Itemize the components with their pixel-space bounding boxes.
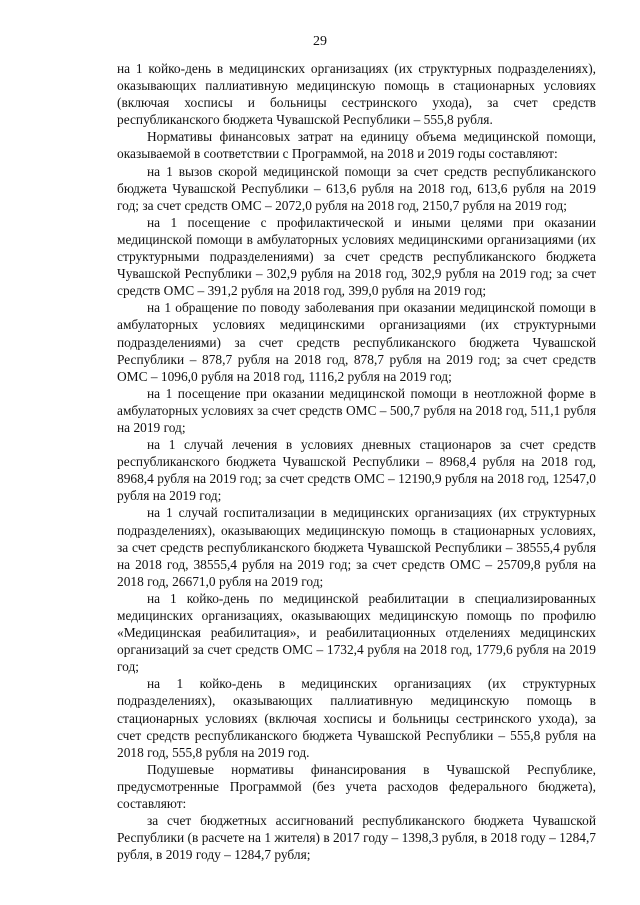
page-number: 29 [313,34,327,49]
paragraph: на 1 случай лечения в условиях дневных стационаров за счет средств республиканского бюджета Чувашской Республики – 8968,4 рубля на 2018 год, 8968,4 рубля на 2019 год; за счет средств ОМС – 12190,9 рубля на 2018 год, 12547,0 рубля на 2019 год; [117,437,596,504]
paragraph: Подушевые нормативы финансирования в Чувашской Республике, предусмотренные Программой (без учета расходов федерального бюджета), составляют: [117,761,596,812]
paragraph: на 1 койко-день в медицинских организациях (их структурных подразделениях), оказывающих паллиативную медицинскую помощь в стационарных условиях (включая хосписы и больницы сестринского ухода), за счет средств республиканского бюджета Чувашской Республики – 555,8 рубля на 2018 год, 555,8 рубля на 2019 год. [117,676,596,760]
paragraph: за счет бюджетных ассигнований республиканского бюджета Чувашской Республики (в расчете на 1 жителя) в 2017 году – 1398,3 рубля, в 2018 году – 1284,7 рубля, в 2019 году – 1284,7 рубля; [117,813,596,863]
paragraph: на 1 случай госпитализации в медицинских организациях (их структурных подразделениях), оказывающих медицинскую помощь в стационарных условиях, за счет средств республиканского бюджета Чувашской Республики – 38555,4 рубля на 2018 год, 38555,4 рубля на 2019 год; за счет средств ОМС – 25709,8 рубля на 2018 год, 26671,0 рубля на 2019 год; [117,505,596,589]
paragraph: на 1 вызов скорой медицинской помощи за счет средств республиканского бюджета Чувашской Республики – 613,6 рубля на 2018 год, 613,6 рубля на 2019 год; за счет средств ОМС – 2072,0 рубля на 2018 год, 2150,7 рубля на 2019 год; [117,163,596,213]
paragraph: на 1 посещение при оказании медицинской помощи в неотложной форме в амбулаторных условиях за счет средств ОМС – 500,7 рубля на 2018 год, 511,1 рубля на 2019 год; [117,385,596,435]
document-body [117,60,596,863]
paragraph: на 1 койко-день по медицинской реабилитации в специализированных медицинских организациях, оказывающих медицинскую помощь по профилю «Медицинская реабилитация», и реабилитационных отделениях медицинских организаций за счет средств ОМС – 1732,4 рубля на 2018 год, 1779,6 рубля на 2019 год; [117,590,596,675]
paragraph: на 1 обращение по поводу заболевания при оказании медицинской помощи в амбулаторных условиях медицинскими организациями (их структурными подразделениями) за счет средств республиканского бюджета Чувашской Республики – 878,7 рубля на 2018 год, 878,7 рубля на 2019 год; за счет средств ОМС – 1096,0 рубля на 2018 год, 1116,2 рубля на 2019 год; [117,300,596,384]
paragraph: на 1 посещение с профилактической и иными целями при оказании медицинской помощи в амбулаторных условиях медицинскими организациями (их структурными подразделениями) за счет средств республиканского бюджета Чувашской Республики – 302,9 рубля на 2018 год, 302,9 рубля на 2019 год; за счет средств ОМС – 391,2 рубля на 2018 год, 399,0 рубля на 2019 год; [117,214,596,299]
paragraph: Нормативы финансовых затрат на единицу объема медицинской помощи, оказываемой в соответствии с Программой, на 2018 и 2019 годы составляют: [117,129,596,162]
paragraph: на 1 койко-день в медицинских организациях (их структурных подразделениях), оказывающих паллиативную медицинскую помощь в стационарных условиях (включая хосписы и больницы сестринского ухода), за счет средств республиканского бюджета Чувашской Республики – 555,8 рубля. [117,61,596,128]
